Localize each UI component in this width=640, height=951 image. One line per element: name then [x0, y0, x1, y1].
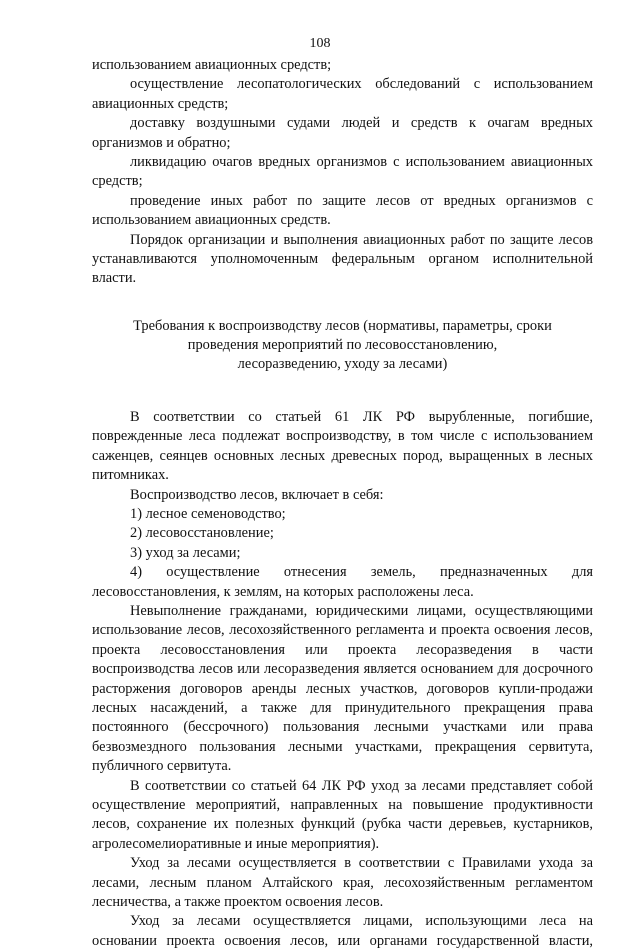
paragraph: Уход за лесами осуществляется в соответствии с Правилами ухода за лесами, лесным планом Алтайского края, лесохозяйственным регламентом лесничества, а также проектом освоения лесов. — [92, 855, 593, 911]
paragraph: использованием авиационных средств; — [92, 57, 332, 73]
section-title-line: лесоразведению, уходу за лесами) — [237, 355, 448, 372]
paragraph: В соответствии со статьей 61 ЛК РФ вырубленные, погибшие, поврежденные леса подлежат воспроизводству, в том числе с использованием саженцев, сеянцев основных лесных древесных пород, выращенных в лесных питомниках. — [92, 408, 593, 484]
paragraph: 3) уход за лесами; — [130, 544, 241, 561]
paragraph: Невыполнение гражданами, юридическими лицами, осуществляющими использование лесов, лесохозяйственного регламента и проекта освоения лесов, проекта лесовосстановления или проекта лесоразведения в части воспроизводства лесов или лесоразведения является основанием для досрочного расторжения договоров аренды лесных участков, договоров купли-продажи лесных насаждений, а также для принудительного прекращения права постоянного (бессрочного) пользования лесными участками или права безвозмездного пользования лесными участками, прекращения сервитута, публичного сервитута. — [92, 602, 593, 775]
paragraph: доставку воздушными судами людей и средств к очагам вредных организмов и обратно; — [92, 115, 593, 151]
section-title — [92, 317, 593, 374]
top-paragraphs — [92, 56, 593, 289]
paragraph: 4) осуществление отнесения земель, предназначенных для лесовосстановления, к землям, на которых расположены леса. — [92, 564, 593, 600]
section-title-line: Требования к воспроизводству лесов (нормативы, параметры, сроки — [133, 317, 552, 334]
paragraph: В соответствии со статьей 64 ЛК РФ уход за лесами представляет собой осуществление мероприятий, направленных на повышение продуктивности лесов, сохранение их полезных функций (рубка части деревьев, кустарников, агролесомелиоративные и иные мероприятия). — [92, 777, 593, 852]
paragraph: осуществление лесопатологических обследований с использованием авиационных средств; — [92, 76, 593, 112]
paragraph: 1) лесное семеноводство; — [130, 505, 286, 522]
paragraph: Уход за лесами осуществляется лицами, использующими леса на основании проекта освоения лесов, или органами государственной власти, — [92, 913, 593, 949]
paragraph: Порядок организации и выполнения авиационных работ по защите лесов устанавливаются уполномоченным федеральным органом исполнительной власти. — [92, 231, 593, 287]
paragraph: 2) лесовосстановление; — [130, 525, 274, 542]
body-paragraphs — [92, 408, 593, 951]
paragraph: Воспроизводство лесов, включает в себя: — [130, 486, 384, 503]
paragraph: ликвидацию очагов вредных организмов с использованием авиационных средств; — [92, 154, 593, 190]
section-title-line: проведения мероприятий по лесовосстановлению, — [187, 336, 498, 353]
page-number: 108 — [309, 36, 331, 51]
document-body — [92, 56, 593, 951]
paragraph: проведение иных работ по защите лесов от вредных организмов с использованием авиационных средств. — [92, 192, 593, 229]
